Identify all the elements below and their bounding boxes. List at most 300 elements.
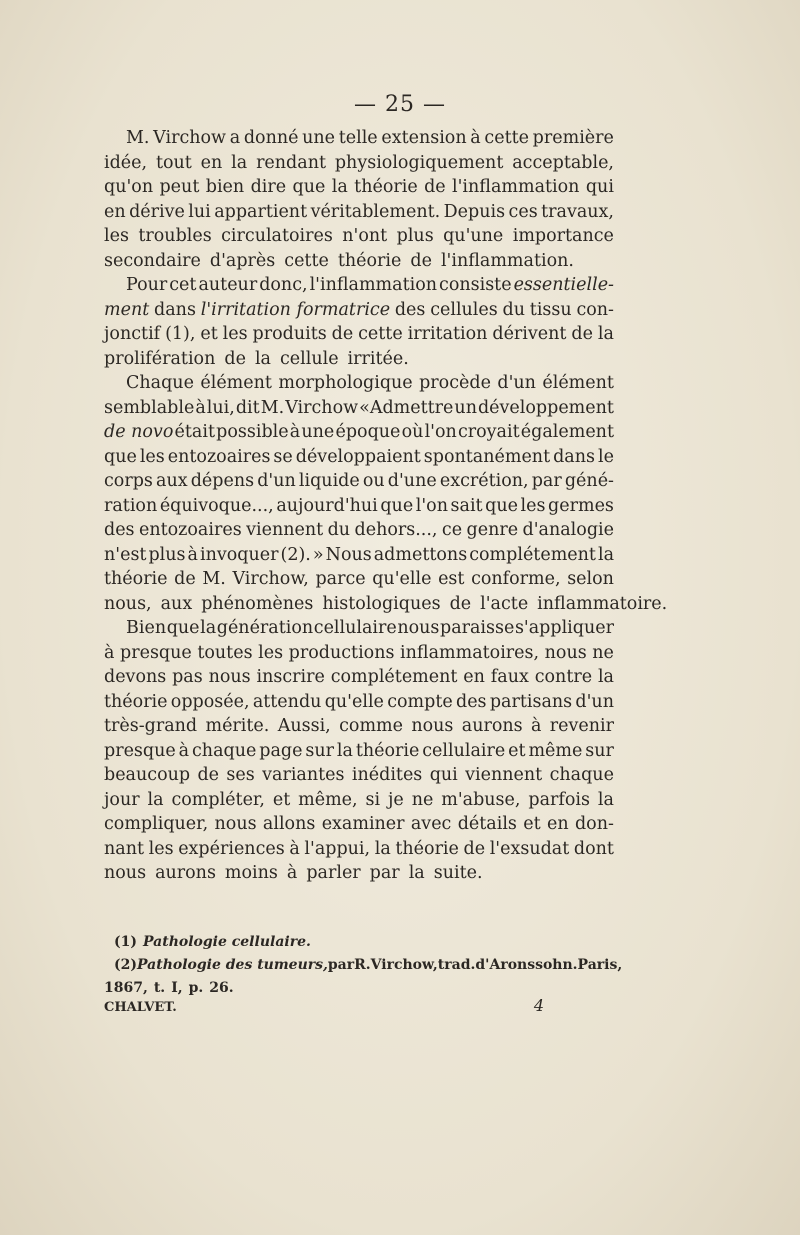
sheet-mark: 4 xyxy=(533,996,544,1015)
text-line xyxy=(104,128,614,153)
word: aurons xyxy=(155,863,216,883)
word: Virchow xyxy=(153,128,227,148)
body-text xyxy=(104,128,668,888)
word: dans xyxy=(154,299,196,320)
word: de xyxy=(197,765,220,785)
word: en xyxy=(546,814,569,834)
footnote-word: p. xyxy=(188,980,204,996)
word: idée, xyxy=(104,152,148,173)
text-line xyxy=(104,716,614,741)
word: page xyxy=(259,740,303,761)
footnote-word: d'Aronssohn. xyxy=(475,957,578,973)
word: développaient xyxy=(295,446,421,467)
word: du xyxy=(502,299,526,320)
word: inflammatoires, xyxy=(400,642,540,663)
text-line xyxy=(104,153,614,178)
text-line xyxy=(104,863,614,888)
word: M. xyxy=(126,128,150,148)
text-line xyxy=(104,226,614,251)
word: des xyxy=(456,691,487,712)
word: presque xyxy=(104,740,176,761)
text-line xyxy=(104,643,614,668)
word: cet xyxy=(169,275,197,295)
word: morphologique xyxy=(278,373,413,393)
word: faux xyxy=(490,667,529,687)
word: d'un xyxy=(575,691,614,712)
word: dire xyxy=(250,177,287,197)
text-line xyxy=(104,349,614,374)
word: spontanément xyxy=(423,446,551,467)
word: qu'elle xyxy=(372,569,432,589)
word: auteur xyxy=(198,275,258,295)
word: nous xyxy=(214,814,257,834)
word: (1), xyxy=(165,324,196,344)
word: dérivent xyxy=(492,324,567,344)
word: attendu xyxy=(252,691,322,712)
word: nous xyxy=(544,642,587,663)
word: inédites xyxy=(351,765,423,785)
word: ne xyxy=(592,642,614,663)
word: n'est xyxy=(104,544,147,565)
word: la xyxy=(200,618,217,638)
word: bien xyxy=(205,177,245,197)
word: Virchow, xyxy=(232,569,309,589)
word: qu'elle xyxy=(324,691,384,712)
word: prolifération xyxy=(104,348,216,369)
word: nous xyxy=(411,716,454,736)
text-line xyxy=(104,839,614,864)
text-line xyxy=(104,422,614,447)
word: importance xyxy=(512,226,614,246)
text-line xyxy=(104,741,614,766)
word: sait xyxy=(450,495,483,516)
word: même, xyxy=(298,789,358,810)
word: un xyxy=(454,397,477,418)
word: paraisse xyxy=(440,618,515,638)
word: plus xyxy=(396,226,434,246)
word: de xyxy=(449,593,472,614)
word: consiste xyxy=(439,275,512,295)
word: chaque xyxy=(192,740,257,761)
word: l'on xyxy=(415,495,448,516)
word: l'on xyxy=(424,422,457,442)
word: sur xyxy=(305,740,334,761)
word: comme xyxy=(339,716,403,736)
footnote-line xyxy=(104,957,623,980)
word: avec xyxy=(410,814,452,834)
footnote-word: Pathologie des tumeurs, xyxy=(137,957,328,973)
word: sur xyxy=(585,740,614,761)
footnote-word: trad. xyxy=(437,957,476,973)
word: dérive xyxy=(129,201,185,222)
word: parfois xyxy=(528,789,590,810)
word: époque xyxy=(335,422,401,442)
footnotes xyxy=(104,934,623,1003)
word: travaux, xyxy=(541,201,614,222)
word: élément xyxy=(542,373,614,393)
word: troubles xyxy=(138,226,212,246)
word: la xyxy=(331,177,348,197)
word: d'analogie xyxy=(522,520,614,540)
text-line xyxy=(104,300,614,325)
word: l'inflammation. xyxy=(440,250,574,271)
word: expériences xyxy=(178,838,285,859)
word: M. xyxy=(202,569,226,589)
word: de xyxy=(331,324,354,344)
text-line xyxy=(104,520,614,545)
word: qu'on xyxy=(104,177,154,197)
word: la xyxy=(374,838,391,859)
word: jour xyxy=(104,789,140,810)
word: parce xyxy=(315,569,366,589)
word: M. xyxy=(260,397,285,418)
word: entozoaires xyxy=(167,446,271,467)
word: corps xyxy=(104,471,153,491)
word: secondaire xyxy=(104,250,201,271)
word: par xyxy=(531,471,562,491)
word: ses xyxy=(226,765,255,785)
word: liquide xyxy=(298,471,360,491)
word: et xyxy=(508,740,526,761)
word: du xyxy=(327,520,351,540)
word: dit xyxy=(235,397,260,418)
word: élément xyxy=(200,373,272,393)
word: qu'une xyxy=(443,226,504,246)
word: les xyxy=(104,226,129,246)
text-line xyxy=(104,398,614,423)
word: pas xyxy=(172,667,203,687)
word: procède xyxy=(419,373,491,393)
word: don- xyxy=(574,814,614,834)
word: par xyxy=(369,863,400,883)
text-line xyxy=(104,251,614,276)
word: dehors..., xyxy=(354,520,438,540)
word: presque xyxy=(120,642,192,663)
word: très-grand xyxy=(104,716,198,736)
word: produits xyxy=(252,324,327,344)
word: rendant xyxy=(256,152,326,173)
word: parler xyxy=(306,863,361,883)
word: beaucoup xyxy=(104,765,191,785)
word: équivoque..., xyxy=(159,495,274,516)
word: une xyxy=(302,128,336,148)
word: m'abuse, xyxy=(441,789,521,810)
word: viennent xyxy=(465,765,543,785)
word: cette xyxy=(358,324,403,344)
word: selon xyxy=(567,569,614,589)
text-line xyxy=(104,373,614,398)
text-line xyxy=(104,814,614,839)
word: la xyxy=(597,544,614,565)
word: la xyxy=(597,789,614,810)
word: théorie xyxy=(395,838,459,859)
word: essentielle- xyxy=(513,275,614,295)
word: ration xyxy=(104,495,158,516)
word: théorie xyxy=(355,740,420,761)
word: où xyxy=(401,422,424,442)
word: Bien xyxy=(126,618,167,638)
word: était xyxy=(174,422,215,442)
word: dépens xyxy=(190,471,255,491)
word: nant xyxy=(104,838,145,859)
word: allons xyxy=(262,814,316,834)
word: mérite. xyxy=(205,716,270,736)
printer-signature: CHALVET. xyxy=(104,1000,177,1015)
word: à xyxy=(289,422,301,442)
word: la xyxy=(147,789,164,810)
word: invoquer xyxy=(200,544,279,565)
word: histologiques xyxy=(322,593,441,614)
word: cette xyxy=(284,250,329,271)
word: irritée. xyxy=(347,348,409,369)
footnote-word: R. xyxy=(354,957,371,973)
word: la xyxy=(408,863,425,883)
word: excrétion, xyxy=(439,471,529,491)
word: aux xyxy=(160,593,193,614)
word: toutes xyxy=(197,642,253,663)
word: de xyxy=(424,177,446,197)
word: n'ont xyxy=(342,226,388,246)
word: cellulaire xyxy=(313,618,397,638)
word: » xyxy=(312,544,324,565)
word: de xyxy=(463,838,486,859)
word: d'une xyxy=(387,471,437,491)
word: croyait xyxy=(457,422,520,442)
word: première xyxy=(532,128,614,148)
word: d'après xyxy=(209,250,276,271)
word: qui xyxy=(429,765,458,785)
word: de novo xyxy=(104,422,174,442)
word: je xyxy=(388,789,404,810)
text-line xyxy=(104,545,614,570)
word: aux xyxy=(156,471,188,491)
footnote-word: t. xyxy=(153,980,166,996)
word: ces xyxy=(508,201,538,222)
word: à xyxy=(470,128,481,148)
word: donc, xyxy=(259,275,308,295)
word: à xyxy=(104,642,115,663)
word: tout xyxy=(155,152,192,173)
word: véritablement. xyxy=(310,201,441,222)
footnote-word: I, xyxy=(171,980,183,996)
word: à xyxy=(187,544,198,565)
word: acceptable, xyxy=(512,152,614,173)
word: Virchow xyxy=(285,397,359,418)
text-line xyxy=(104,202,614,227)
word: Depuis xyxy=(443,201,506,222)
text-line xyxy=(104,667,614,692)
text-line xyxy=(104,496,614,521)
word: Nous xyxy=(325,544,372,565)
word: à xyxy=(195,397,206,418)
word: entozoaires xyxy=(138,520,242,540)
word: la xyxy=(597,324,614,344)
text-line xyxy=(104,593,668,619)
word: l'inflammation xyxy=(309,275,438,295)
word: donné xyxy=(243,128,299,148)
word: phénomènes xyxy=(201,593,314,614)
word: la xyxy=(336,740,353,761)
word: suite. xyxy=(433,863,483,883)
word: de xyxy=(410,250,432,271)
word: même xyxy=(528,740,583,761)
word: la xyxy=(597,667,614,687)
word: cette xyxy=(484,128,529,148)
word: nous xyxy=(397,618,440,638)
word: et xyxy=(200,324,218,344)
text-line xyxy=(104,275,614,300)
word: irritation xyxy=(407,324,488,344)
word: théorie xyxy=(104,569,168,589)
word: cellulaire xyxy=(422,740,506,761)
footnote-word: Virchow, xyxy=(370,957,438,973)
word: chaque xyxy=(549,765,614,785)
word: semblable xyxy=(104,397,195,418)
word: s'appliquer xyxy=(514,618,614,638)
word: l'acte xyxy=(480,593,529,614)
text-line xyxy=(104,692,614,717)
word: circulatoires xyxy=(221,226,333,246)
word: revenir xyxy=(549,716,614,736)
word: compléter, xyxy=(171,789,265,810)
word: de xyxy=(571,324,593,344)
word: l'irritation formatrice xyxy=(200,299,391,320)
word: la xyxy=(231,152,248,173)
word: germes xyxy=(548,495,614,516)
word: complétement xyxy=(469,544,596,565)
word: telle xyxy=(338,128,378,148)
word: en xyxy=(463,667,485,687)
word: aujourd'hui xyxy=(276,495,378,516)
word: des xyxy=(104,520,135,540)
word: ment xyxy=(104,299,150,320)
word: variantes xyxy=(262,765,345,785)
page-number: — 25 — xyxy=(354,92,446,117)
word: con- xyxy=(576,299,614,320)
word: que xyxy=(166,618,200,638)
word: géné- xyxy=(564,471,614,491)
word: admettons xyxy=(373,544,468,565)
word: génération xyxy=(216,618,314,638)
word: compte xyxy=(387,691,453,712)
footnote-word: Paris, xyxy=(577,957,623,973)
text-line xyxy=(104,790,614,815)
word: à xyxy=(531,716,542,736)
word: extension xyxy=(381,128,467,148)
word: lui xyxy=(188,201,211,222)
word: lui, xyxy=(206,397,235,418)
word: l'inflammation xyxy=(452,177,580,197)
signature-line xyxy=(104,996,614,1015)
word: nous xyxy=(104,863,147,883)
footnote-word: (1) xyxy=(114,934,137,950)
word: Chaque xyxy=(126,373,194,393)
word: dans xyxy=(553,446,595,467)
word: d'un xyxy=(257,471,296,491)
word: moins xyxy=(224,863,278,883)
word: nous, xyxy=(104,593,152,614)
word: inscrire xyxy=(256,667,325,687)
word: se xyxy=(273,446,293,467)
footnote-word: (2) xyxy=(114,957,137,973)
word: opposée, xyxy=(170,691,250,712)
word: Pour xyxy=(126,275,168,295)
word: les xyxy=(520,495,546,516)
word: que xyxy=(380,495,414,516)
word: en xyxy=(104,201,126,222)
text-line xyxy=(104,765,614,790)
word: plus xyxy=(148,544,186,565)
word: viennent xyxy=(246,520,324,540)
word: à xyxy=(286,863,298,883)
word: dont xyxy=(573,838,614,859)
word: devons xyxy=(104,667,167,687)
footnote-word: 26. xyxy=(209,980,234,996)
word: théorie xyxy=(337,250,402,271)
word: (2). xyxy=(280,544,311,565)
word: inflammatoire. xyxy=(537,593,668,614)
word: «Admettre xyxy=(359,397,454,418)
word: ce xyxy=(441,520,463,540)
word: possible xyxy=(216,422,289,442)
word: que xyxy=(104,446,137,467)
word: les xyxy=(222,324,248,344)
word: cellules xyxy=(430,299,498,320)
word: à xyxy=(289,838,300,859)
word: une xyxy=(301,422,335,442)
word: développement xyxy=(477,397,614,418)
word: d'un xyxy=(497,373,536,393)
text-line xyxy=(104,177,614,202)
word: ne xyxy=(411,789,434,810)
word: à xyxy=(178,740,190,761)
word: et xyxy=(523,814,541,834)
word: ou xyxy=(362,471,385,491)
word: de xyxy=(224,348,246,369)
word: a xyxy=(229,128,241,148)
word: le xyxy=(597,446,614,467)
text-line xyxy=(104,471,614,496)
word: des xyxy=(394,299,426,320)
word: les xyxy=(139,446,165,467)
text-line xyxy=(104,569,614,594)
word: les xyxy=(148,838,174,859)
text-line xyxy=(104,447,614,472)
word: examiner xyxy=(321,814,405,834)
word: tissu xyxy=(529,299,572,320)
word: genre xyxy=(466,520,519,540)
word: aurons xyxy=(461,716,523,736)
word: complétement xyxy=(330,667,458,687)
word: partisans xyxy=(489,691,573,712)
word: l'exsudat xyxy=(489,838,570,859)
word: que xyxy=(292,177,326,197)
word: de xyxy=(174,569,196,589)
word: si xyxy=(365,789,381,810)
word: contre xyxy=(534,667,593,687)
word: est xyxy=(438,569,465,589)
word: conforme, xyxy=(471,569,561,589)
footnote-word: 1867, xyxy=(104,980,148,996)
word: l'appui, xyxy=(304,838,371,859)
word: également xyxy=(520,422,614,442)
word: théorie xyxy=(354,177,418,197)
word: théorie xyxy=(104,691,168,712)
word: les xyxy=(258,642,284,663)
word: productions xyxy=(288,642,395,663)
word: nous xyxy=(208,667,251,687)
text-line xyxy=(104,618,614,643)
